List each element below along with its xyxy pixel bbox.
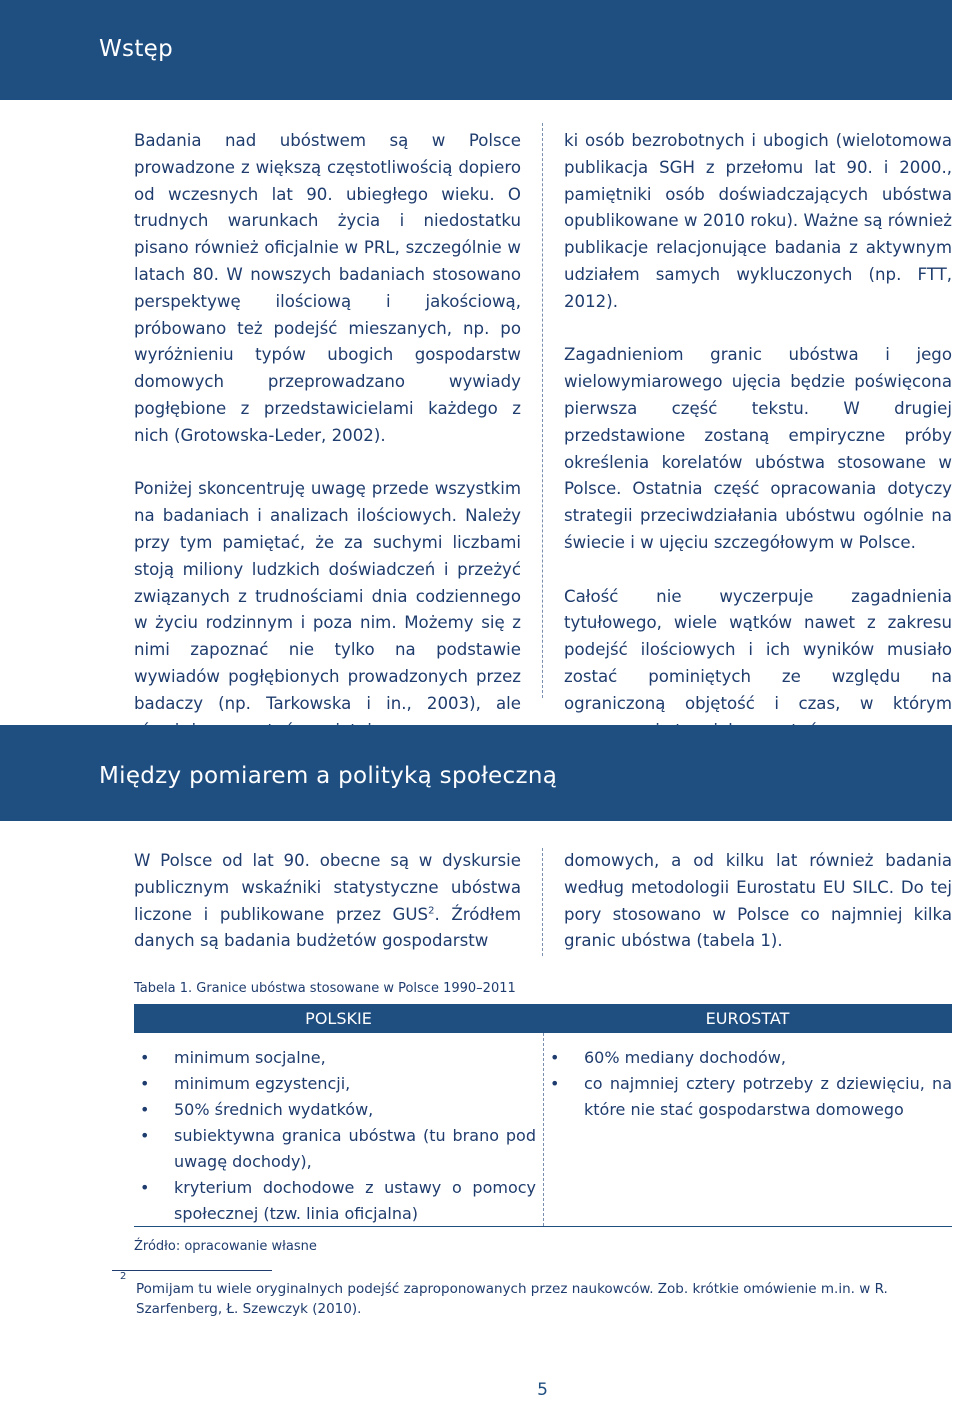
section-banner-measurement [0,725,952,821]
measurement-paragraph-1: W Polsce od lat 90. obecne są w dyskursie publicznym wskaźniki statystyczne ubóstwa liczone i publikowane przez GUS$^2$. Źródłem danych są badania budżetów gospodarstw [134,851,521,951]
list-item: • 50% średnich wydatków, [134,1097,536,1123]
measurement-paragraph-1-continued: domowych, a od kilku lat również badania według metodologii Eurostatu EU SILC. Do tej pory stosowano w Polsce co najmniej kilka granic ubóstwa (tabela 1). [564,851,952,951]
measurement-left-column [134,848,521,955]
column-divider-2 [542,848,543,956]
column-divider [542,123,543,698]
section-title-measurement: Między pomiarem a polityką społeczną [99,763,558,789]
intro-paragraph-1: Badania nad ubóstwem są w Polsce prowadzone z większą częstotliwością dopiero od wczesnych lat 90. ubiegłego wieku. O trudnych warunkach życia i niedostatku pisano również oficjalnie w PRL, szczególnie w latach 80. W nowszych badaniach stosowano perspektywę ilościową i jakościową, próbowano też podejść mieszanych, np. po wyróżnieniu typów ubogich gospodarstw domowych przeprowadzano wywiady pogłębione z przedstawicielami każdego z nich (Grotowska-Leder, 2002). [134,131,521,445]
section-banner-intro [0,0,952,100]
intro-paragraph-3: Zagadnieniom granic ubóstwa i jego wielowymiarowego ujęcia będzie poświęcona pierwsza część tekstu. W drugiej przedstawione zostaną empiryczne próby określenia korelatów ubóstwa stosowane w Polsce. Ostatnia część opracowania dotyczy strategii przeciwdziałania ubóstwu ogólnie na świecie i w ujęciu szczegółowym w Polsce. [564,345,952,552]
table-bottom-rule [134,1226,952,1227]
intro-paragraph-4: Całość nie wyczerpuje zagadnienia tytułowego, wiele wątków nawet z zakresu podejść ilościowych i ich wyników musiało zostać pominiętych ze względu na ograniczoną objętość i czas, w którym [564,586,952,713]
intro-paragraph-2: Poniżej skoncentruję uwagę przede wszystkim na badaniach i analizach ilościowych. Należy przy tym pamiętać, że za suchymi liczbami stoją miliony ludzkich doświadczeń i przeżyć związanych z trudnościami dnia codziennego w życiu rodzinnym i poza nim. Możemy się z nimi zapoznać nie tylko na podstawie wywiadów pogłębionych prowadzonych przez badaczy (np. Tarkowska i in., 2003), ale [134,479,521,713]
list-item: • minimum socjalne, [134,1045,536,1071]
intro-paragraph-2-continued: ki osób bezrobotnych i ubogich (wielotomowa publikacja SGH z przełomu lat 90. i 2000., pamiętniki osób doświadczających ubóstwa opublikowane w 2010 roku). Ważne są również publikacje relacjonujące badania z aktywnym udziałem samych wykluczonych (np. FTT, 2012). [564,131,953,311]
measurement-right-column [564,848,952,955]
table-header-eurostat: EUROSTAT [705,1009,790,1028]
list-item: • 60% mediany dochodów, [544,1045,952,1071]
table-header-row [134,1004,952,1033]
table-source: Źródło: opracowanie własne [134,1239,317,1254]
intro-left-column [134,128,521,744]
polish-poverty-lines-list [134,1045,536,1227]
list-item: • subiektywna granica ubóstwa (tu brano pod uwagę dochody), [134,1123,536,1175]
footnote-2: 2 Pomijam tu wiele oryginalnych podejść zaproponowanych przez naukowców. Zob. krótkie omówienie m.in. w R. Szarfenberg, Ł. Szewczyk (2010). [120,1279,952,1319]
section-title-intro: Wstęp [99,36,173,62]
page-number: 5 [537,1380,548,1400]
table-caption: Tabela 1. Granice ubóstwa stosowane w Polsce 1990–2011 [134,981,516,996]
list-item: • minimum egzystencji, [134,1071,536,1097]
poverty-lines-table [134,1004,952,1226]
list-item: • co najmniej cztery potrzeby z dziewięciu, na które nie stać gospodarstwa domowego [544,1071,952,1123]
eurostat-poverty-lines-list [544,1045,952,1123]
intro-right-column [564,128,952,744]
footnote-text: Pomijam tu wiele oryginalnych podejść zaproponowanych przez naukowców. Zob. krótkie omówienie m.in. w R. Szarfenberg, Ł. Szewczyk (2010). [136,1281,888,1317]
table-header-polish: POLSKIE [305,1009,372,1028]
list-item: • kryterium dochodowe z ustawy o pomocy społecznej (tzw. linia oficjalna) [134,1175,536,1227]
footnote-ref-2[interactable]: 2 [428,905,435,917]
footnote-separator [112,1270,272,1271]
